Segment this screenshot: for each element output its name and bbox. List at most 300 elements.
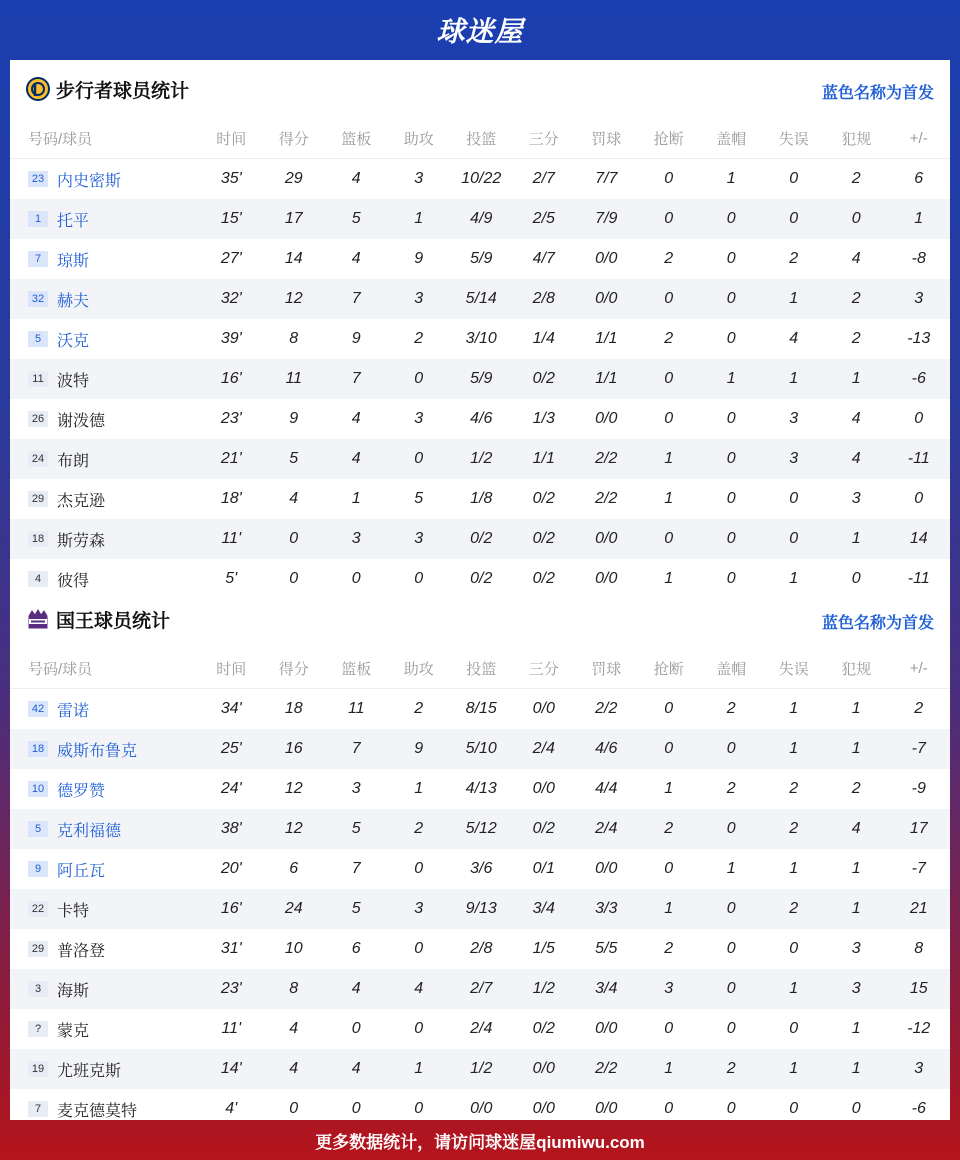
- stat-3pt: 3/4: [532, 900, 555, 917]
- stat-points: 0: [289, 570, 299, 587]
- stat-steals: 2: [664, 940, 674, 957]
- stat-fg: 1/2: [470, 1060, 493, 1077]
- jersey-number-badge: 23: [28, 171, 48, 187]
- stat-rebounds: 9: [351, 330, 361, 347]
- player-cell: [10, 368, 200, 391]
- stat-turnovers: 0: [789, 1100, 799, 1117]
- stat-ft: 0/0: [595, 250, 618, 267]
- stat-rebounds: 5: [351, 210, 361, 227]
- stat-plusminus: -13: [907, 330, 931, 347]
- player-name: 海斯: [57, 982, 90, 1000]
- stat-turnovers: 1: [789, 860, 799, 877]
- player-name: 赫夫: [57, 292, 90, 310]
- stat-plusminus: 15: [909, 980, 928, 997]
- column-header-fouls: 犯规: [841, 130, 872, 148]
- stat-3pt: 2/4: [532, 740, 555, 757]
- table-row: [10, 969, 950, 1009]
- stat-turnovers: 0: [789, 940, 799, 957]
- stat-ft: 0/0: [595, 530, 618, 547]
- player-cell: [10, 858, 200, 881]
- stat-fg: 5/12: [465, 820, 497, 837]
- stat-turnovers: 3: [789, 450, 799, 467]
- stat-fg: 8/15: [465, 700, 497, 717]
- column-header-row: [10, 648, 950, 689]
- stat-turnovers: 2: [789, 250, 799, 267]
- stat-assists: 3: [414, 900, 424, 917]
- player-name: 克利福德: [57, 822, 122, 840]
- player-cell: [10, 568, 200, 591]
- stat-plusminus: 6: [914, 170, 924, 187]
- stat-turnovers: 3: [789, 410, 799, 427]
- column-header-points: 得分: [278, 130, 309, 148]
- stat-ft: 3/4: [595, 980, 618, 997]
- player-cell: [10, 698, 200, 721]
- stat-points: 4: [289, 490, 299, 507]
- player-name: 谢泼德: [57, 412, 106, 430]
- stat-points: 0: [289, 530, 299, 547]
- stat-plusminus: -11: [907, 570, 930, 587]
- stat-3pt: 1/2: [532, 980, 555, 997]
- stat-fouls: 1: [851, 1020, 861, 1037]
- stat-blocks: 0: [726, 490, 736, 507]
- table-row: [10, 159, 950, 199]
- stat-3pt: 0/0: [532, 700, 555, 717]
- stat-rebounds: 0: [351, 1100, 361, 1117]
- table-row: [10, 889, 950, 929]
- kings-logo-icon: [26, 607, 50, 631]
- stat-minutes: 39': [220, 330, 242, 347]
- stat-fg: 3/10: [465, 330, 497, 347]
- player-name: 普洛登: [57, 942, 106, 960]
- stat-turnovers: 4: [789, 330, 799, 347]
- stat-fouls: 1: [851, 900, 861, 917]
- table-row: [10, 729, 950, 769]
- stat-turnovers: 1: [789, 290, 799, 307]
- stat-rebounds: 4: [351, 1060, 361, 1077]
- stat-fouls: 2: [851, 290, 861, 307]
- stat-fg: 4/9: [470, 210, 493, 227]
- stat-fg: 1/8: [470, 490, 493, 507]
- table-row: [10, 1049, 950, 1089]
- table-row: [10, 239, 950, 279]
- stat-fouls: 3: [851, 980, 861, 997]
- player-name: 琼斯: [57, 252, 90, 270]
- stat-turnovers: 0: [789, 1020, 799, 1037]
- stat-ft: 0/0: [595, 1100, 618, 1117]
- jersey-number-badge: 29: [28, 491, 48, 507]
- column-header-ft: 罚球: [591, 130, 622, 148]
- stat-blocks: 0: [726, 410, 736, 427]
- column-header-turnovers: 失误: [778, 130, 809, 148]
- player-cell: [10, 778, 200, 801]
- stat-3pt: 0/2: [532, 820, 555, 837]
- stat-minutes: 5': [225, 570, 238, 587]
- player-name: 沃克: [57, 332, 90, 350]
- stat-turnovers: 2: [789, 820, 799, 837]
- stat-plusminus: 21: [909, 900, 928, 917]
- stat-ft: 0/0: [595, 860, 618, 877]
- stat-assists: 0: [414, 450, 424, 467]
- stat-blocks: 0: [726, 820, 736, 837]
- stat-minutes: 18': [220, 490, 242, 507]
- column-header-rebounds: 篮板: [341, 660, 372, 678]
- stat-steals: 1: [664, 900, 674, 917]
- stat-rebounds: 3: [351, 530, 361, 547]
- player-cell: [10, 288, 200, 311]
- stat-assists: 0: [414, 860, 424, 877]
- brand-logo: 球迷屋: [436, 15, 524, 48]
- stat-steals: 3: [664, 980, 674, 997]
- column-header-blocks: 盖帽: [716, 660, 747, 678]
- player-name: 阿丘瓦: [57, 862, 106, 880]
- stat-3pt: 1/4: [532, 330, 555, 347]
- stat-ft: 5/5: [595, 940, 618, 957]
- table-row: [10, 199, 950, 239]
- stat-blocks: 0: [726, 900, 736, 917]
- stat-ft: 0/0: [595, 410, 618, 427]
- stat-blocks: 0: [726, 290, 736, 307]
- stat-steals: 0: [664, 1020, 674, 1037]
- stat-minutes: 14': [220, 1060, 242, 1077]
- stat-steals: 2: [664, 250, 674, 267]
- stat-rebounds: 7: [351, 860, 361, 877]
- stat-turnovers: 2: [789, 900, 799, 917]
- stat-ft: 2/4: [595, 820, 618, 837]
- stat-fouls: 2: [851, 330, 861, 347]
- player-name: 威斯布鲁克: [57, 742, 138, 760]
- stat-blocks: 0: [726, 1020, 736, 1037]
- stat-assists: 0: [414, 570, 424, 587]
- table-row: [10, 399, 950, 439]
- stat-fg: 0/0: [470, 1100, 493, 1117]
- table-row: [10, 809, 950, 849]
- stat-steals: 0: [664, 210, 674, 227]
- stat-fouls: 0: [851, 210, 861, 227]
- stat-assists: 2: [414, 820, 424, 837]
- stat-fg: 9/13: [465, 900, 497, 917]
- stat-points: 29: [284, 170, 303, 187]
- stat-ft: 2/2: [595, 1060, 618, 1077]
- player-cell: [10, 168, 200, 191]
- stat-points: 8: [289, 330, 299, 347]
- stat-ft: 2/2: [595, 490, 618, 507]
- stat-3pt: 0/2: [532, 490, 555, 507]
- stat-steals: 0: [664, 530, 674, 547]
- stat-assists: 5: [414, 490, 424, 507]
- stat-blocks: 2: [726, 780, 736, 797]
- stat-fg: 1/2: [470, 450, 493, 467]
- stat-blocks: 1: [726, 860, 736, 877]
- stat-fg: 2/4: [470, 1020, 493, 1037]
- stat-fouls: 1: [851, 860, 861, 877]
- column-header-3pt: 三分: [528, 130, 559, 148]
- stat-3pt: 4/7: [532, 250, 555, 267]
- stat-ft: 7/9: [595, 210, 618, 227]
- jersey-number-badge: 22: [28, 901, 48, 917]
- stat-fouls: 1: [851, 370, 861, 387]
- column-header-fouls: 犯规: [841, 660, 872, 678]
- stat-points: 18: [284, 700, 303, 717]
- stat-ft: 3/3: [595, 900, 618, 917]
- stat-minutes: 24': [220, 780, 242, 797]
- stat-minutes: 25': [220, 740, 242, 757]
- stat-assists: 9: [414, 250, 424, 267]
- stat-ft: 2/2: [595, 450, 618, 467]
- stat-turnovers: 1: [789, 570, 799, 587]
- player-cell: [10, 248, 200, 271]
- jersey-number-badge: 5: [28, 821, 48, 837]
- stat-plusminus: 14: [909, 530, 928, 547]
- column-header-minutes: 时间: [216, 660, 247, 678]
- pacers-logo-icon: [26, 77, 50, 101]
- stat-plusminus: 3: [914, 1060, 924, 1077]
- column-header-assists: 助攻: [403, 660, 434, 678]
- table-row: [10, 849, 950, 889]
- stat-plusminus: 1: [914, 210, 924, 227]
- stat-fg: 5/10: [465, 740, 497, 757]
- stat-steals: 2: [664, 330, 674, 347]
- player-rows: [10, 689, 950, 1129]
- stat-minutes: 20': [220, 860, 242, 877]
- jersey-number-badge: 10: [28, 781, 48, 797]
- team-title: 步行者球员统计: [56, 81, 190, 102]
- stat-plusminus: 3: [914, 290, 924, 307]
- stat-turnovers: 0: [789, 530, 799, 547]
- player-name: 波特: [57, 372, 90, 390]
- stat-steals: 0: [664, 740, 674, 757]
- stat-ft: 1/1: [595, 330, 618, 347]
- stat-fg: 4/13: [465, 780, 497, 797]
- table-row: [10, 439, 950, 479]
- stat-points: 17: [284, 210, 303, 227]
- column-header-ft: 罚球: [591, 660, 622, 678]
- column-header-3pt: 三分: [528, 660, 559, 678]
- table-row: [10, 769, 950, 809]
- stat-3pt: 0/0: [532, 780, 555, 797]
- jersey-number-badge: 4: [28, 571, 48, 587]
- team-section-pacers: [10, 60, 950, 599]
- stat-3pt: 2/5: [532, 210, 555, 227]
- stat-turnovers: 1: [789, 700, 799, 717]
- stat-steals: 0: [664, 860, 674, 877]
- stat-rebounds: 0: [351, 570, 361, 587]
- jersey-number-badge: 29: [28, 941, 48, 957]
- stat-points: 4: [289, 1060, 299, 1077]
- jersey-number-badge: 19: [28, 1061, 48, 1077]
- stat-3pt: 1/5: [532, 940, 555, 957]
- stat-blocks: 0: [726, 570, 736, 587]
- stat-blocks: 2: [726, 1060, 736, 1077]
- column-header-turnovers: 失误: [778, 660, 809, 678]
- player-rows: [10, 159, 950, 599]
- column-header-assists: 助攻: [403, 130, 434, 148]
- stat-fouls: 0: [851, 1100, 861, 1117]
- stat-fg: 10/22: [461, 170, 502, 187]
- stat-blocks: 2: [726, 700, 736, 717]
- stat-plusminus: 17: [909, 820, 928, 837]
- stat-ft: 7/7: [595, 170, 618, 187]
- stat-ft: 2/2: [595, 700, 618, 717]
- stat-assists: 0: [414, 1100, 424, 1117]
- jersey-number-badge: 5: [28, 331, 48, 347]
- player-cell: [10, 1018, 200, 1041]
- stat-3pt: 2/7: [532, 170, 555, 187]
- table-row: [10, 929, 950, 969]
- stat-minutes: 38': [220, 820, 242, 837]
- column-header-minutes: 时间: [216, 130, 247, 148]
- stat-3pt: 0/2: [532, 370, 555, 387]
- stat-points: 11: [285, 370, 303, 387]
- stat-turnovers: 1: [789, 980, 799, 997]
- table-row: [10, 319, 950, 359]
- jersey-number-badge: ?: [28, 1021, 48, 1037]
- stat-plusminus: 2: [914, 700, 924, 717]
- table-row: [10, 479, 950, 519]
- stat-points: 4: [289, 1020, 299, 1037]
- stat-assists: 3: [414, 170, 424, 187]
- stat-points: 6: [289, 860, 299, 877]
- stat-blocks: 0: [726, 250, 736, 267]
- jersey-number-badge: 9: [28, 861, 48, 877]
- stat-3pt: 0/1: [532, 860, 555, 877]
- stat-fouls: 4: [851, 820, 861, 837]
- stat-fouls: 4: [851, 410, 861, 427]
- stat-rebounds: 4: [351, 450, 361, 467]
- stat-assists: 1: [414, 780, 424, 797]
- stat-blocks: 0: [726, 530, 736, 547]
- stat-points: 14: [284, 250, 303, 267]
- stat-minutes: 31': [220, 940, 242, 957]
- stat-steals: 1: [664, 570, 674, 587]
- stat-steals: 0: [664, 170, 674, 187]
- stat-assists: 2: [414, 330, 424, 347]
- stat-minutes: 21': [220, 450, 242, 467]
- player-cell: [10, 208, 200, 231]
- stat-rebounds: 3: [351, 780, 361, 797]
- stat-blocks: 1: [726, 370, 736, 387]
- jersey-number-badge: 18: [28, 531, 48, 547]
- stat-steals: 0: [664, 370, 674, 387]
- player-name: 麦克德莫特: [57, 1102, 138, 1120]
- team-title: 国王球员统计: [56, 611, 171, 632]
- stat-minutes: 23': [220, 980, 242, 997]
- stat-ft: 4/4: [595, 780, 618, 797]
- stat-plusminus: -8: [911, 250, 926, 267]
- stat-3pt: 1/1: [532, 450, 555, 467]
- stat-blocks: 1: [726, 170, 736, 187]
- stat-turnovers: 2: [789, 780, 799, 797]
- stat-points: 24: [284, 900, 303, 917]
- column-header-points: 得分: [278, 660, 309, 678]
- stat-3pt: 1/3: [532, 410, 555, 427]
- stat-blocks: 0: [726, 740, 736, 757]
- stat-rebounds: 4: [351, 250, 361, 267]
- stat-fouls: 3: [851, 490, 861, 507]
- stat-fg: 5/9: [470, 370, 493, 387]
- stat-fouls: 0: [851, 570, 861, 587]
- player-cell: [10, 328, 200, 351]
- stat-fouls: 1: [851, 700, 861, 717]
- player-cell: [10, 1058, 200, 1081]
- stat-rebounds: 5: [351, 820, 361, 837]
- table-row: [10, 519, 950, 559]
- player-name: 雷诺: [57, 702, 90, 720]
- player-name: 斯劳森: [57, 532, 106, 550]
- column-header-steals: 抢断: [653, 660, 684, 678]
- section-header: [10, 590, 950, 648]
- column-header-row: [10, 118, 950, 159]
- stat-steals: 2: [664, 820, 674, 837]
- stat-ft: 0/0: [595, 570, 618, 587]
- stat-fg: 5/14: [465, 290, 497, 307]
- column-header-fg: 投篮: [466, 660, 497, 678]
- stat-turnovers: 0: [789, 170, 799, 187]
- stat-ft: 0/0: [595, 290, 618, 307]
- stat-fouls: 2: [851, 780, 861, 797]
- player-cell: [10, 448, 200, 471]
- column-header-rebounds: 篮板: [341, 130, 372, 148]
- stat-rebounds: 7: [351, 740, 361, 757]
- player-name: 托平: [57, 212, 90, 230]
- player-name: 尤班克斯: [57, 1062, 122, 1080]
- player-name: 杰克逊: [57, 492, 106, 510]
- stat-assists: 4: [414, 980, 424, 997]
- stat-rebounds: 1: [351, 490, 361, 507]
- stat-assists: 1: [414, 210, 424, 227]
- stat-fg: 2/8: [470, 940, 493, 957]
- jersey-number-badge: 26: [28, 411, 48, 427]
- stat-plusminus: -6: [911, 1100, 926, 1117]
- player-name: 蒙克: [57, 1022, 90, 1040]
- stat-3pt: 2/8: [532, 290, 555, 307]
- stat-3pt: 0/2: [532, 530, 555, 547]
- stat-rebounds: 5: [351, 900, 361, 917]
- stat-fg: 4/6: [470, 410, 493, 427]
- stat-3pt: 0/0: [532, 1100, 555, 1117]
- stat-steals: 0: [664, 1100, 674, 1117]
- stat-points: 10: [284, 940, 303, 957]
- stat-assists: 3: [414, 290, 424, 307]
- stat-assists: 2: [414, 700, 424, 717]
- stat-blocks: 0: [726, 1100, 736, 1117]
- stat-minutes: 15': [220, 210, 242, 227]
- stat-rebounds: 4: [351, 980, 361, 997]
- stat-minutes: 16': [220, 370, 242, 387]
- stat-turnovers: 1: [789, 740, 799, 757]
- stat-turnovers: 1: [789, 1060, 799, 1077]
- player-cell: [10, 978, 200, 1001]
- stat-fg: 3/6: [470, 860, 493, 877]
- stat-assists: 3: [414, 530, 424, 547]
- stat-minutes: 11': [221, 530, 242, 547]
- stat-rebounds: 11: [347, 700, 365, 717]
- player-name: 内史密斯: [57, 172, 122, 190]
- jersey-number-badge: 32: [28, 291, 48, 307]
- stat-assists: 3: [414, 410, 424, 427]
- stat-plusminus: 0: [914, 490, 924, 507]
- stat-points: 9: [289, 410, 299, 427]
- table-row: [10, 279, 950, 319]
- player-cell: [10, 488, 200, 511]
- stat-rebounds: 0: [351, 1020, 361, 1037]
- stat-fouls: 4: [851, 450, 861, 467]
- player-cell: [10, 938, 200, 961]
- team-section-kings: [10, 590, 950, 1129]
- stat-steals: 1: [664, 1060, 674, 1077]
- footer-link[interactable]: 更多数据统计，请访问球迷屋qiumiwu.com: [315, 1132, 645, 1152]
- stat-fouls: 4: [851, 250, 861, 267]
- player-cell: [10, 818, 200, 841]
